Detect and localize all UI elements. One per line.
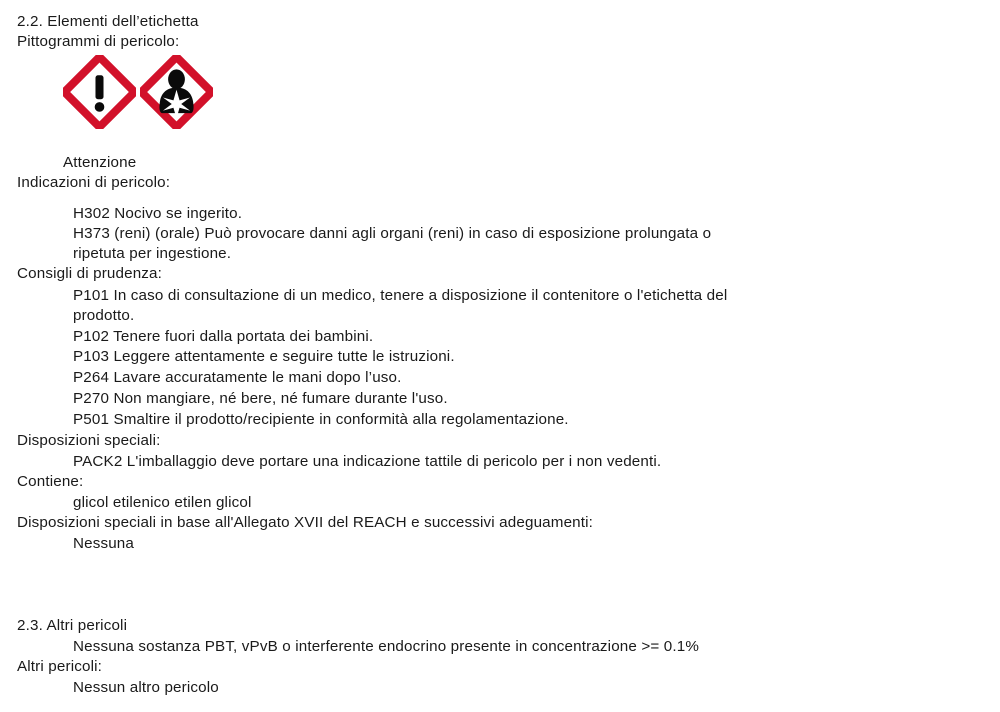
signal-word: Attenzione	[63, 154, 137, 171]
special-provisions-label: Disposizioni speciali:	[17, 432, 161, 449]
health-hazard-pictogram	[140, 55, 213, 129]
precautionary-statement-p103: P103 Leggere attentamente e seguire tutte le istruzioni.	[73, 348, 455, 365]
precautionary-statements-label: Consigli di prudenza:	[17, 265, 163, 282]
pictograms-label: Pittogrammi di pericolo:	[17, 33, 180, 50]
hazard-statement-h302: H302 Nocivo se ingerito.	[73, 205, 243, 222]
contains-value: glicol etilenico etilen glicol	[73, 494, 252, 511]
precautionary-statement-p501: P501 Smaltire il prodotto/recipiente in conformità alla regolamentazione.	[73, 411, 569, 428]
precautionary-statement-p270: P270 Non mangiare, né bere, né fumare durante l'uso.	[73, 390, 448, 407]
hazard-statement-h373-line2: ripetuta per ingestione.	[73, 245, 232, 262]
hazard-statements-label: Indicazioni di pericolo:	[17, 174, 171, 191]
hazard-statement-h373-line1: H373 (reni) (orale) Può provocare danni agli organi (reni) in caso di esposizione prolungata o	[73, 225, 712, 242]
pbt-statement: Nessuna sostanza PBT, vPvB o interferente endocrino presente in concentrazione >= 0.1%	[73, 638, 699, 655]
reach-annex-value: Nessuna	[73, 535, 135, 552]
reach-annex-label: Disposizioni speciali in base all'Allegato XVII del REACH e successivi adeguamenti:	[17, 514, 594, 531]
special-provision-pack2: PACK2 L'imballaggio deve portare una indicazione tattile di pericolo per i non vedenti.	[73, 453, 662, 470]
precautionary-statement-p101-line1: P101 In caso di consultazione di un medico, tenere a disposizione il contenitore o l'etichetta del	[73, 287, 728, 304]
other-hazards-value: Nessun altro pericolo	[73, 679, 219, 696]
precautionary-statement-p102: P102 Tenere fuori dalla portata dei bambini.	[73, 328, 374, 345]
other-hazards-label: Altri pericoli:	[17, 658, 102, 675]
section-2-3-heading: 2.3. Altri pericoli	[17, 617, 128, 634]
precautionary-statement-p101-line2: prodotto.	[73, 307, 135, 324]
exclamation-mark-pictogram	[63, 55, 136, 129]
precautionary-statement-p264: P264 Lavare accuratamente le mani dopo l’uso.	[73, 369, 402, 386]
contains-label: Contiene:	[17, 473, 84, 490]
section-2-2-heading: 2.2. Elementi dell’etichetta	[17, 13, 199, 30]
